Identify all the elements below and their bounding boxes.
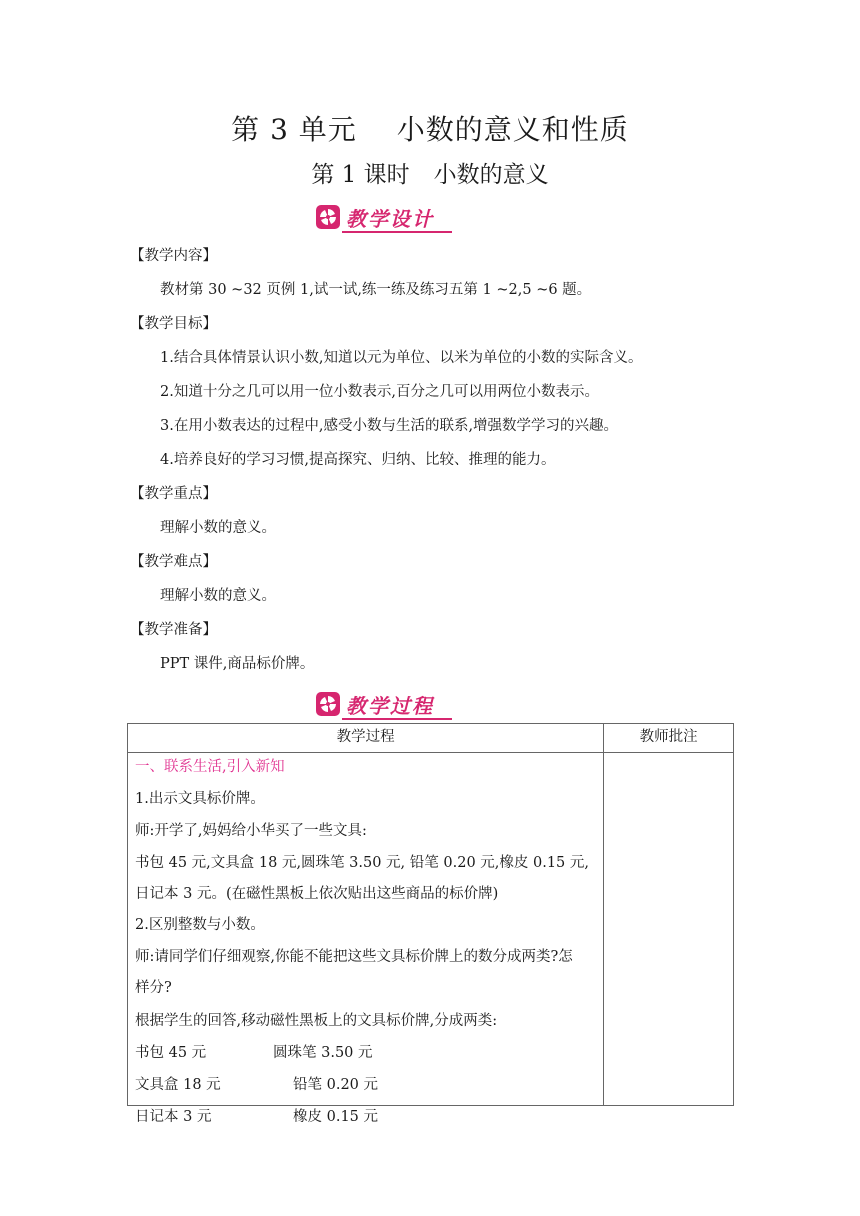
- step-title: 一、联系生活,引入新知: [135, 759, 285, 775]
- unit-name: 小数的意义和性质: [396, 113, 629, 146]
- integer-price: 日记本 3 元: [135, 1109, 212, 1125]
- banner-underline: [342, 718, 452, 720]
- section-heading-content: 【教学内容】: [130, 248, 217, 264]
- price-pair-row: [135, 1041, 373, 1062]
- banner-teaching-process: [316, 690, 450, 722]
- banner-underline: [342, 231, 452, 233]
- process-cell: [128, 753, 604, 1125]
- key-points-text: 理解小数的意义。: [160, 520, 276, 536]
- content-text: 教材第 30 ~32 页例 1,试一试,练一练及练习五第 1 ~2,5 ~6 题。: [160, 282, 592, 298]
- process-line: 师:开学了,妈妈给小华买了一些文具:: [135, 823, 367, 839]
- unit-title: [0, 108, 860, 148]
- process-line: 根据学生的回答,移动磁性黑板上的文具标价牌,分成两类:: [135, 1013, 498, 1029]
- pinwheel-logo-icon: [316, 692, 340, 716]
- pinwheel-logo-icon: [316, 205, 340, 229]
- section-heading-goals: 【教学目标】: [130, 316, 217, 332]
- lesson-label: 第 1 课时: [311, 162, 410, 188]
- process-line: 师:请同学们仔细观察,你能不能把这些文具标价牌上的数分成两类?怎: [135, 949, 573, 965]
- goal-item: 2.知道十分之几可以用一位小数表示,百分之几可以用两位小数表示。: [160, 384, 599, 400]
- process-line: 书包 45 元,文具盒 18 元,圆珠笔 3.50 元, 铅笔 0.20 元,橡皮 0.15 元,: [135, 855, 590, 871]
- difficulties-text: 理解小数的意义。: [160, 588, 276, 604]
- lesson-name: 小数的意义: [433, 162, 549, 188]
- banner-teaching-design: [316, 203, 450, 235]
- teaching-process-table: [127, 723, 734, 1125]
- goal-item: 4.培养良好的学习习惯,提高探究、归纳、比较、推理的能力。: [160, 452, 556, 468]
- goal-item: 3.在用小数表达的过程中,感受小数与生活的联系,增强数学学习的兴趣。: [160, 418, 619, 434]
- section-heading-difficulties: 【教学难点】: [130, 554, 217, 570]
- price-pair-row: [135, 1073, 378, 1094]
- process-line: 1.出示文具标价牌。: [135, 791, 265, 807]
- decimal-price: 橡皮 0.15 元: [293, 1109, 379, 1125]
- process-line: 2.区别整数与小数。: [135, 917, 265, 933]
- integer-price: 书包 45 元: [135, 1045, 207, 1061]
- integer-price: 文具盒 18 元: [135, 1077, 221, 1093]
- header-process: 教学过程: [128, 724, 604, 753]
- process-line: 样分?: [135, 980, 172, 996]
- price-pair-row: [135, 1105, 378, 1126]
- preparation-text: PPT 课件,商品标价牌。: [160, 656, 315, 672]
- decimal-price: 铅笔 0.20 元: [293, 1077, 379, 1093]
- unit-label: 第 3 单元: [231, 113, 357, 146]
- banner-label: 教学设计: [346, 207, 434, 231]
- header-teacher-notes: 教师批注: [604, 724, 734, 753]
- lesson-title: [0, 156, 860, 189]
- section-heading-preparation: 【教学准备】: [130, 622, 217, 638]
- section-heading-key-points: 【教学重点】: [130, 486, 217, 502]
- banner-label: 教学过程: [346, 694, 434, 718]
- teacher-notes-cell: [604, 753, 734, 1106]
- process-line: 日记本 3 元。(在磁性黑板上依次贴出这些商品的标价牌): [135, 886, 499, 902]
- decimal-price: 圆珠笔 3.50 元: [273, 1045, 373, 1061]
- table-header-row: [128, 724, 734, 753]
- table-row: [128, 753, 734, 1106]
- goal-item: 1.结合具体情景认识小数,知道以元为单位、以米为单位的小数的实际含义。: [160, 350, 643, 366]
